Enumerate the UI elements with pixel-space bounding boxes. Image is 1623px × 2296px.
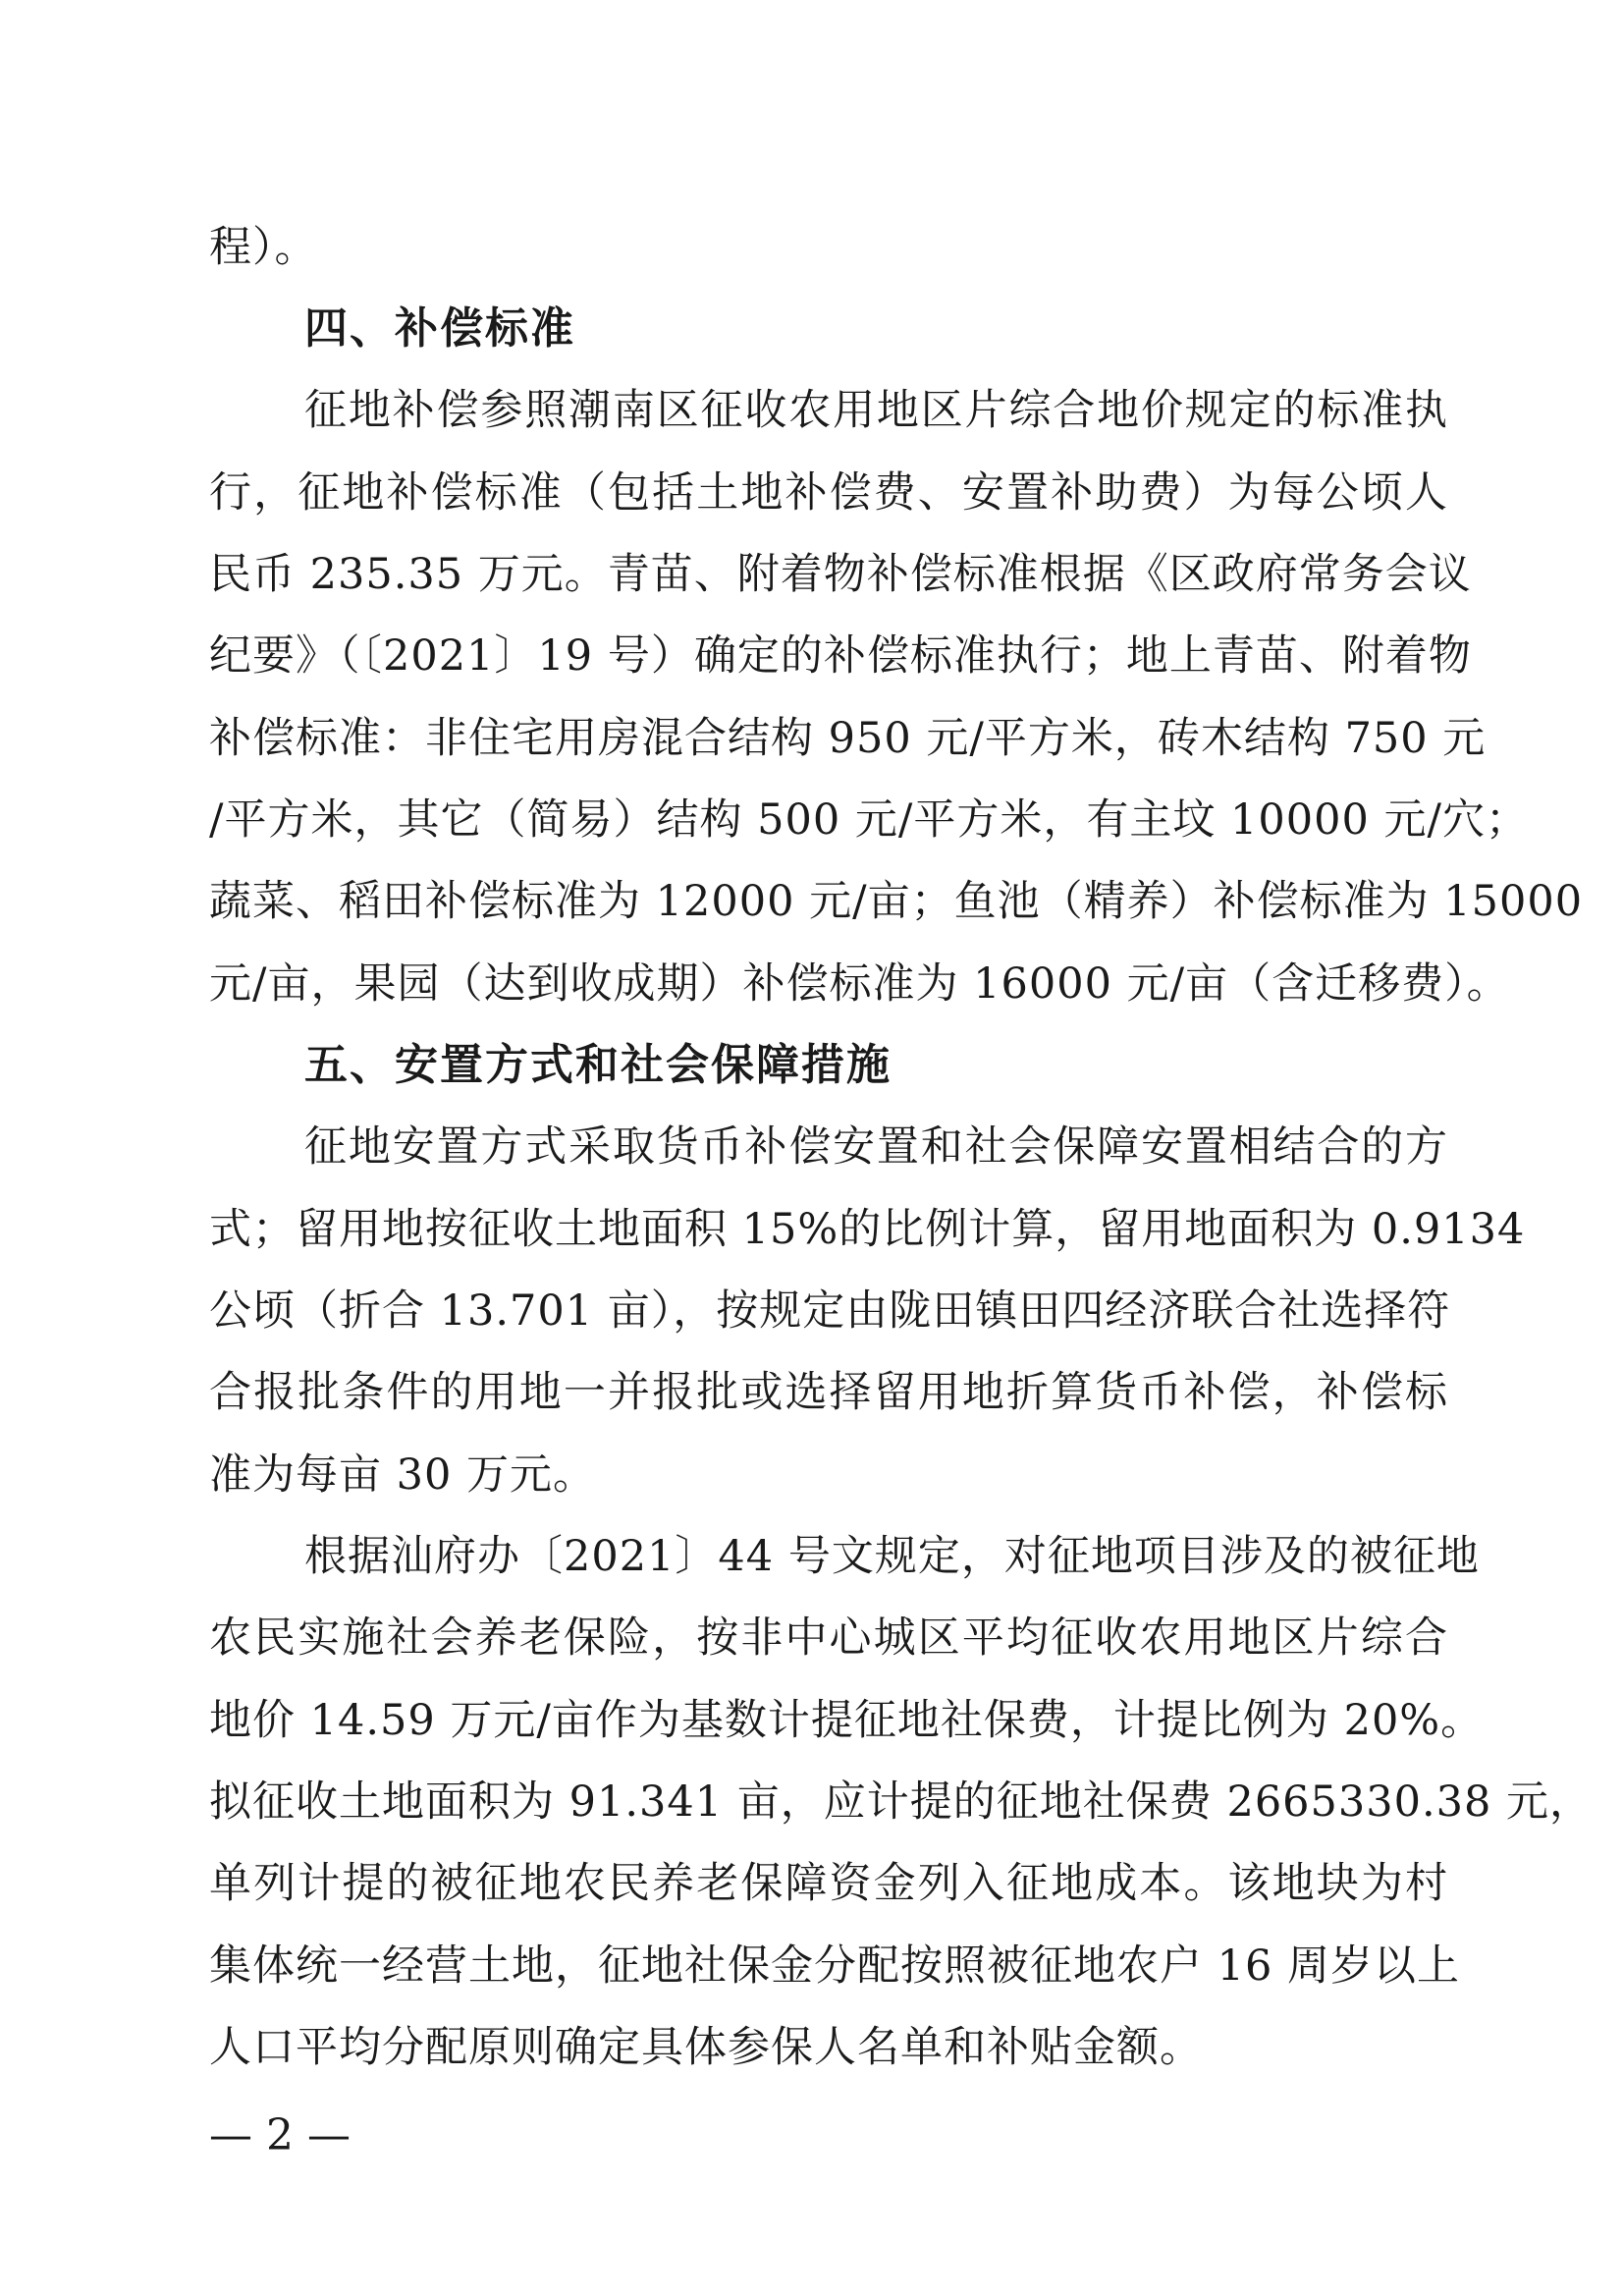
section-5-line: 公顷（折合 13.701 亩），按规定由陇田镇田四经济联合社选择符	[209, 1286, 1451, 1336]
section-5-line: 征地安置方式采取货币补偿安置和社会保障安置相结合的方	[304, 1122, 1448, 1172]
section-4-line: 征地补偿参照潮南区征收农用地区片综合地价规定的标准执	[304, 386, 1448, 435]
section-4-line: /平方米，其它（简易）结构 500 元/平方米，有主坟 10000 元/穴；	[209, 795, 1529, 845]
section-4-line: 行，征地补偿标准（包括土地补偿费、安置补助费）为每公顷人	[209, 468, 1448, 518]
section-5-heading: 五、安置方式和社会保障措施	[304, 1040, 892, 1090]
section-4-heading: 四、补偿标准	[304, 303, 575, 354]
page-number: — 2 —	[209, 2110, 351, 2160]
section-5-paragraph-2-line: 单列计提的被征地农民养老保障资金列入征地成本。该地块为村	[209, 1859, 1448, 1908]
section-4-line: 纪要》（〔2021〕19 号）确定的补偿标准执行；地上青苗、附着物	[209, 631, 1472, 681]
continuation-text: 程）。	[209, 223, 318, 272]
section-4-line: 元/亩，果园（达到收成期）补偿标准为 16000 元/亩（含迁移费）。	[209, 959, 1510, 1009]
section-5-paragraph-2-line: 集体统一经营土地，征地社保金分配按照被征地农户 16 周岁以上	[209, 1941, 1461, 1991]
section-5-line: 式；留用地按征收土地面积 15%的比例计算，留用地面积为 0.9134	[209, 1205, 1526, 1254]
section-5-line: 准为每亩 30 万元。	[209, 1450, 597, 1500]
section-5-paragraph-2-line: 人口平均分配原则确定具体参保人名单和补贴金额。	[209, 2023, 1203, 2072]
section-4-line: 民币 235.35 万元。青苗、附着物补偿标准根据《区政府常务会议	[209, 550, 1472, 599]
section-5-line: 合报批条件的用地一并报批或选择留用地折算货币补偿，补偿标	[209, 1368, 1448, 1417]
section-5-paragraph-2-line: 地价 14.59 万元/亩作为基数计提征地社保费，计提比例为 20%。	[209, 1696, 1485, 1745]
section-5-paragraph-2-line: 根据汕府办〔2021〕44 号文规定，对征地项目涉及的被征地	[304, 1532, 1480, 1581]
section-4-line: 蔬菜、稻田补偿标准为 12000 元/亩；鱼池（精养）补偿标准为 15000	[209, 877, 1584, 926]
section-5-paragraph-2-line: 拟征收土地面积为 91.341 亩，应计提的征地社保费 2665330.38 元，	[209, 1777, 1594, 1827]
section-4-line: 补偿标准：非住宅用房混合结构 950 元/平方米，砖木结构 750 元	[209, 714, 1487, 763]
section-5-paragraph-2-line: 农民实施社会养老保险，按非中心城区平均征收农用地区片综合	[209, 1613, 1448, 1663]
